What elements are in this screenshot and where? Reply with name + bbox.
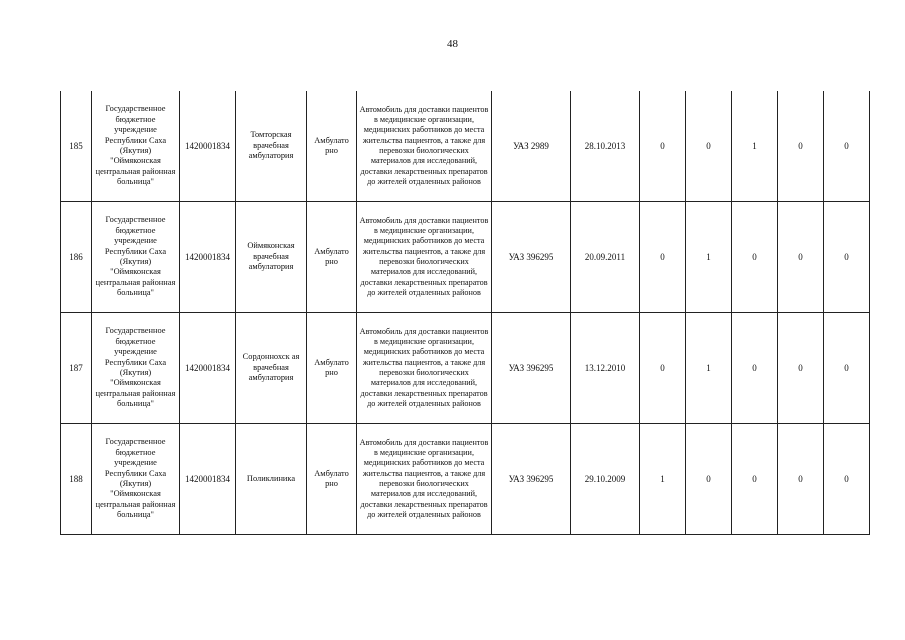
unit-cell: Поликлиника [236, 424, 307, 535]
registration-date-cell: 13.12.2010 [571, 313, 640, 424]
count-cell-1: 0 [640, 313, 686, 424]
vehicle-purpose-cell: Автомобиль для доставки пациентов в медицинские организации, медицинских работников до места жительства пациентов, а также для перевозки биологических материалов для исследований, доставки лекарственных препаратов до жителей отдаленных районов [357, 424, 492, 535]
count-cell-3: 0 [732, 202, 778, 313]
row-number-cell: 186 [61, 202, 92, 313]
table-row [61, 424, 870, 535]
care-type-cell: Амбулато рно [307, 202, 357, 313]
count-cell-4: 0 [778, 313, 824, 424]
vehicle-model-cell: УАЗ 396295 [492, 202, 571, 313]
count-cell-1: 0 [640, 91, 686, 202]
registration-date-cell: 29.10.2009 [571, 424, 640, 535]
organization-cell: Государственное бюджетное учреждение Республики Саха (Якутия) "Оймяконская центральная районная больница" [92, 91, 180, 202]
count-cell-2: 0 [686, 424, 732, 535]
table-row [61, 91, 870, 202]
row-number-cell: 185 [61, 91, 92, 202]
count-cell-3: 1 [732, 91, 778, 202]
page-number: 48 [447, 38, 458, 50]
care-type-cell: Амбулато рно [307, 424, 357, 535]
count-cell-3: 0 [732, 424, 778, 535]
unit-cell: Оймяконская врачебная амбулатория [236, 202, 307, 313]
unit-cell: Томторская врачебная амбулатория [236, 91, 307, 202]
inn-cell: 1420001834 [180, 424, 236, 535]
vehicle-purpose-cell: Автомобиль для доставки пациентов в медицинские организации, медицинских работников до места жительства пациентов, а также для перевозки биологических материалов для исследований, доставки лекарственных препаратов до жителей отдаленных районов [357, 202, 492, 313]
inn-cell: 1420001834 [180, 91, 236, 202]
count-cell-5: 0 [824, 91, 870, 202]
vehicle-registry-table [60, 91, 870, 535]
unit-cell: Сордоннохск ая врачебная амбулатория [236, 313, 307, 424]
count-cell-2: 0 [686, 91, 732, 202]
inn-cell: 1420001834 [180, 202, 236, 313]
count-cell-5: 0 [824, 202, 870, 313]
care-type-cell: Амбулато рно [307, 313, 357, 424]
registration-date-cell: 20.09.2011 [571, 202, 640, 313]
vehicle-model-cell: УАЗ 2989 [492, 91, 571, 202]
count-cell-3: 0 [732, 313, 778, 424]
count-cell-2: 1 [686, 313, 732, 424]
count-cell-4: 0 [778, 202, 824, 313]
row-number-cell: 187 [61, 313, 92, 424]
table-row [61, 202, 870, 313]
vehicle-purpose-cell: Автомобиль для доставки пациентов в медицинские организации, медицинских работников до места жительства пациентов, а также для перевозки биологических материалов для исследований, доставки лекарственных препаратов до жителей отдаленных районов [357, 313, 492, 424]
care-type-cell: Амбулато рно [307, 91, 357, 202]
count-cell-1: 1 [640, 424, 686, 535]
count-cell-4: 0 [778, 91, 824, 202]
count-cell-5: 0 [824, 424, 870, 535]
inn-cell: 1420001834 [180, 313, 236, 424]
count-cell-1: 0 [640, 202, 686, 313]
organization-cell: Государственное бюджетное учреждение Республики Саха (Якутия) "Оймяконская центральная районная больница" [92, 313, 180, 424]
count-cell-4: 0 [778, 424, 824, 535]
vehicle-purpose-cell: Автомобиль для доставки пациентов в медицинские организации, медицинских работников до места жительства пациентов, а также для перевозки биологических материалов для исследований, доставки лекарственных препаратов до жителей отдаленных районов [357, 91, 492, 202]
vehicle-model-cell: УАЗ 396295 [492, 424, 571, 535]
organization-cell: Государственное бюджетное учреждение Республики Саха (Якутия) "Оймяконская центральная районная больница" [92, 202, 180, 313]
vehicle-model-cell: УАЗ 396295 [492, 313, 571, 424]
row-number-cell: 188 [61, 424, 92, 535]
count-cell-2: 1 [686, 202, 732, 313]
registration-date-cell: 28.10.2013 [571, 91, 640, 202]
table-row [61, 313, 870, 424]
organization-cell: Государственное бюджетное учреждение Республики Саха (Якутия) "Оймяконская центральная районная больница" [92, 424, 180, 535]
count-cell-5: 0 [824, 313, 870, 424]
